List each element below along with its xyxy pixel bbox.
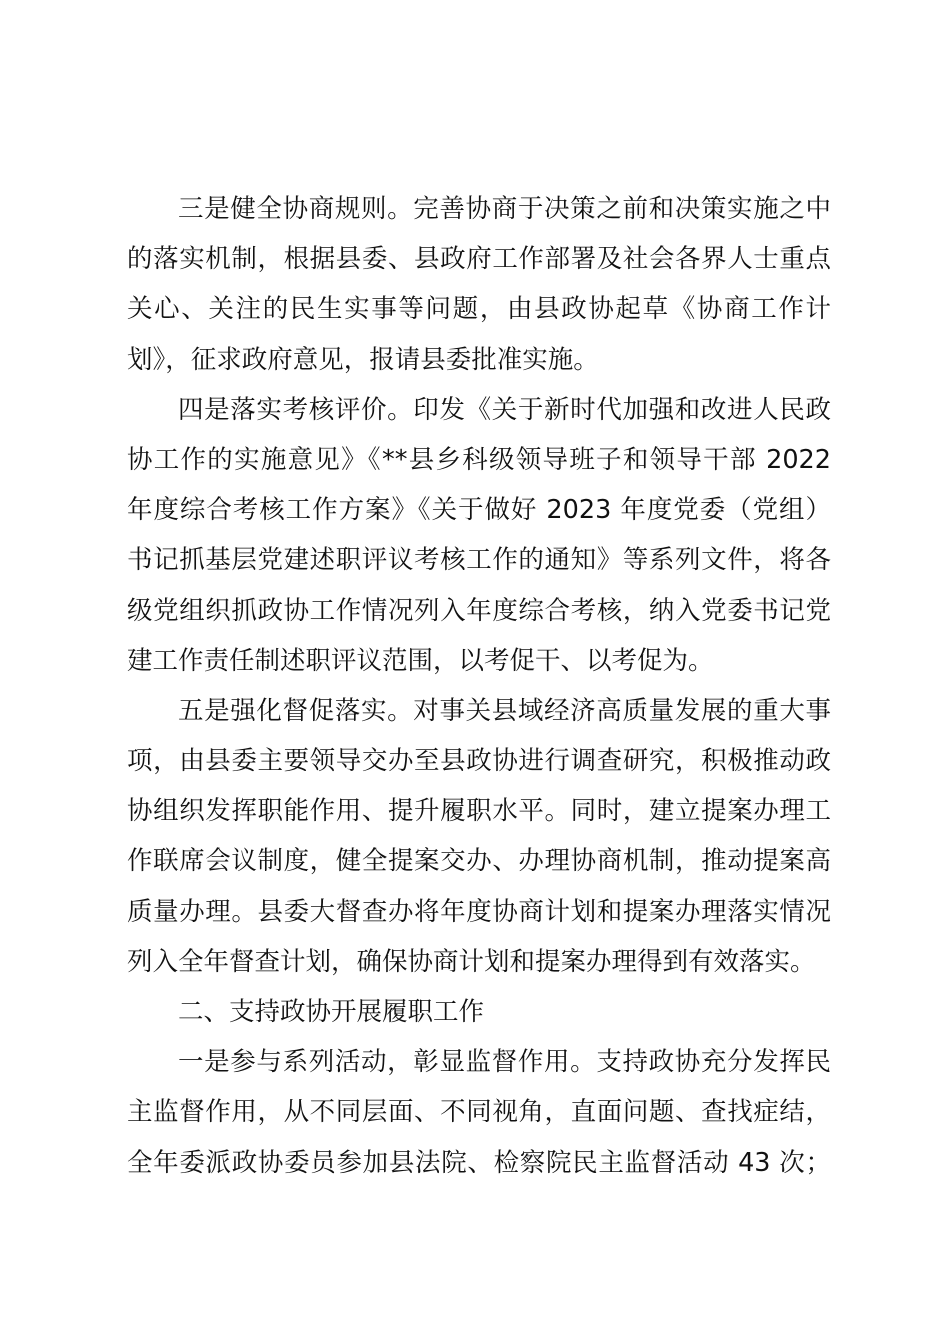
text-line: 协工作的实施意见》《**县乡科级领导班子和领导干部 2022 — [127, 444, 831, 475]
document-body — [127, 184, 831, 1188]
text-line: 协组织发挥职能作用、提升履职水平。同时，建立提案办理工 — [127, 796, 831, 827]
text-line: 建工作责任制述职评议范围，以考促干、以考促为。 — [127, 645, 714, 676]
text-line: 项，由县委主要领导交办至县政协进行调查研究，积极推动政 — [127, 746, 831, 777]
text-line: 年度综合考核工作方案》《关于做好 2023 年度党委（党组） — [127, 495, 831, 526]
text-line: 主监督作用，从不同层面、不同视角，直面问题、查找症结， — [127, 1097, 831, 1128]
text-line: 列入全年督查计划，确保协商计划和提案办理得到有效落实。 — [127, 946, 816, 977]
text-line: 级党组织抓政协工作情况列入年度综合考核，纳入党委书记党 — [127, 595, 831, 626]
text-line: 质量办理。县委大督查办将年度协商计划和提案办理落实情况 — [127, 896, 831, 927]
paragraph-1-heading-line: 一是参与系列活动，彰显监督作用。支持政协充分发挥民 — [178, 1047, 831, 1078]
text-line: 关心、关注的民生实事等问题，由县政协起草《协商工作计 — [127, 294, 831, 325]
text-line: 书记抓基层党建述职评议考核工作的通知》等系列文件，将各 — [127, 545, 831, 576]
paragraph-3-heading-line: 三是健全协商规则。完善协商于决策之前和决策实施之中 — [178, 194, 831, 224]
paragraph-5-heading-line: 五是强化督促落实。对事关县域经济高质量发展的重大事 — [178, 695, 831, 726]
text-line: 划》，征求政府意见，报请县委批准实施。 — [127, 344, 599, 375]
paragraph-4-heading-line: 四是落实考核评价。印发《关于新时代加强和改进人民政 — [178, 394, 831, 425]
section-heading: 二、支持政协开展履职工作 — [178, 997, 485, 1027]
text-line: 全年委派政协委员参加县法院、检察院民主监督活动 43 次； — [127, 1147, 831, 1178]
text-line: 的落实机制，根据县委、县政府工作部署及社会各界人士重点 — [127, 244, 831, 275]
text-line: 作联席会议制度，健全提案交办、办理协商机制，推动提案高 — [127, 846, 831, 877]
